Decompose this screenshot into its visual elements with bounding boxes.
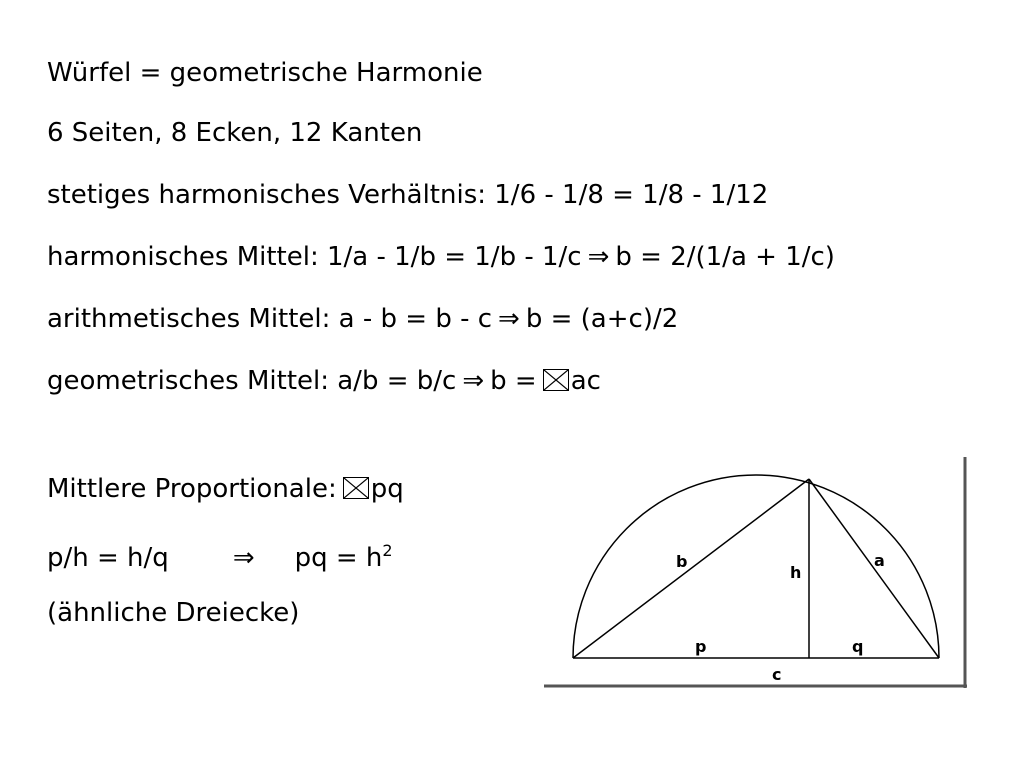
label-c: c	[772, 665, 782, 684]
geometric-mean-result-lhs: b =	[490, 366, 537, 396]
double-arrow-right-icon: ⇒	[498, 304, 520, 334]
line-cube-harmony: Würfel = geometrische Harmonie	[47, 58, 483, 88]
harmonic-mean-result: b = 2/(1/a + 1/c)	[615, 242, 835, 272]
proportion-equation: p/h = h/q	[47, 543, 169, 573]
line-proportion	[47, 534, 393, 575]
label-h: h	[790, 563, 802, 582]
label-p: p	[695, 637, 707, 656]
proportion-result: pq = h	[294, 543, 383, 573]
thales-semicircle-diagram	[540, 455, 970, 690]
line-similar-triangles: (ähnliche Dreiecke)	[47, 598, 300, 628]
label-b: b	[676, 552, 688, 571]
arithmetic-mean-result: b = (a+c)/2	[525, 304, 679, 334]
geometric-mean-equation: geometrisches Mittel: a/b = b/c	[47, 366, 457, 396]
double-arrow-right-icon: ⇒	[587, 242, 610, 272]
label-a: a	[874, 551, 885, 570]
line-continuous-ratio: stetiges harmonisches Verhältnis: 1/6 - 1/8 = 1/8 - 1/12	[47, 180, 769, 210]
line-geometric-mean	[47, 364, 601, 398]
diagram-background	[540, 455, 970, 690]
mean-proportional-radicand: pq	[370, 474, 404, 504]
label-q: q	[852, 637, 864, 656]
mean-proportional-label: Mittlere Proportionale:	[47, 474, 337, 504]
line-harmonic-mean	[47, 240, 835, 274]
broken-glyph-box-icon	[343, 477, 369, 499]
double-arrow-right-icon: ⇒	[462, 366, 485, 396]
double-arrow-right-icon: ⇒	[232, 543, 255, 573]
broken-glyph-box-icon	[543, 369, 569, 391]
geometric-mean-result-radicand: ac	[570, 366, 601, 396]
line-mean-proportional	[47, 472, 404, 506]
exponent: 2	[382, 541, 393, 560]
line-cube-counts: 6 Seiten, 8 Ecken, 12 Kanten	[47, 118, 423, 148]
harmonic-mean-equation: harmonisches Mittel: 1/a - 1/b = 1/b - 1/c	[47, 242, 582, 272]
arithmetic-mean-equation: arithmetisches Mittel: a - b = b - c	[47, 304, 493, 334]
line-arithmetic-mean	[47, 302, 678, 336]
